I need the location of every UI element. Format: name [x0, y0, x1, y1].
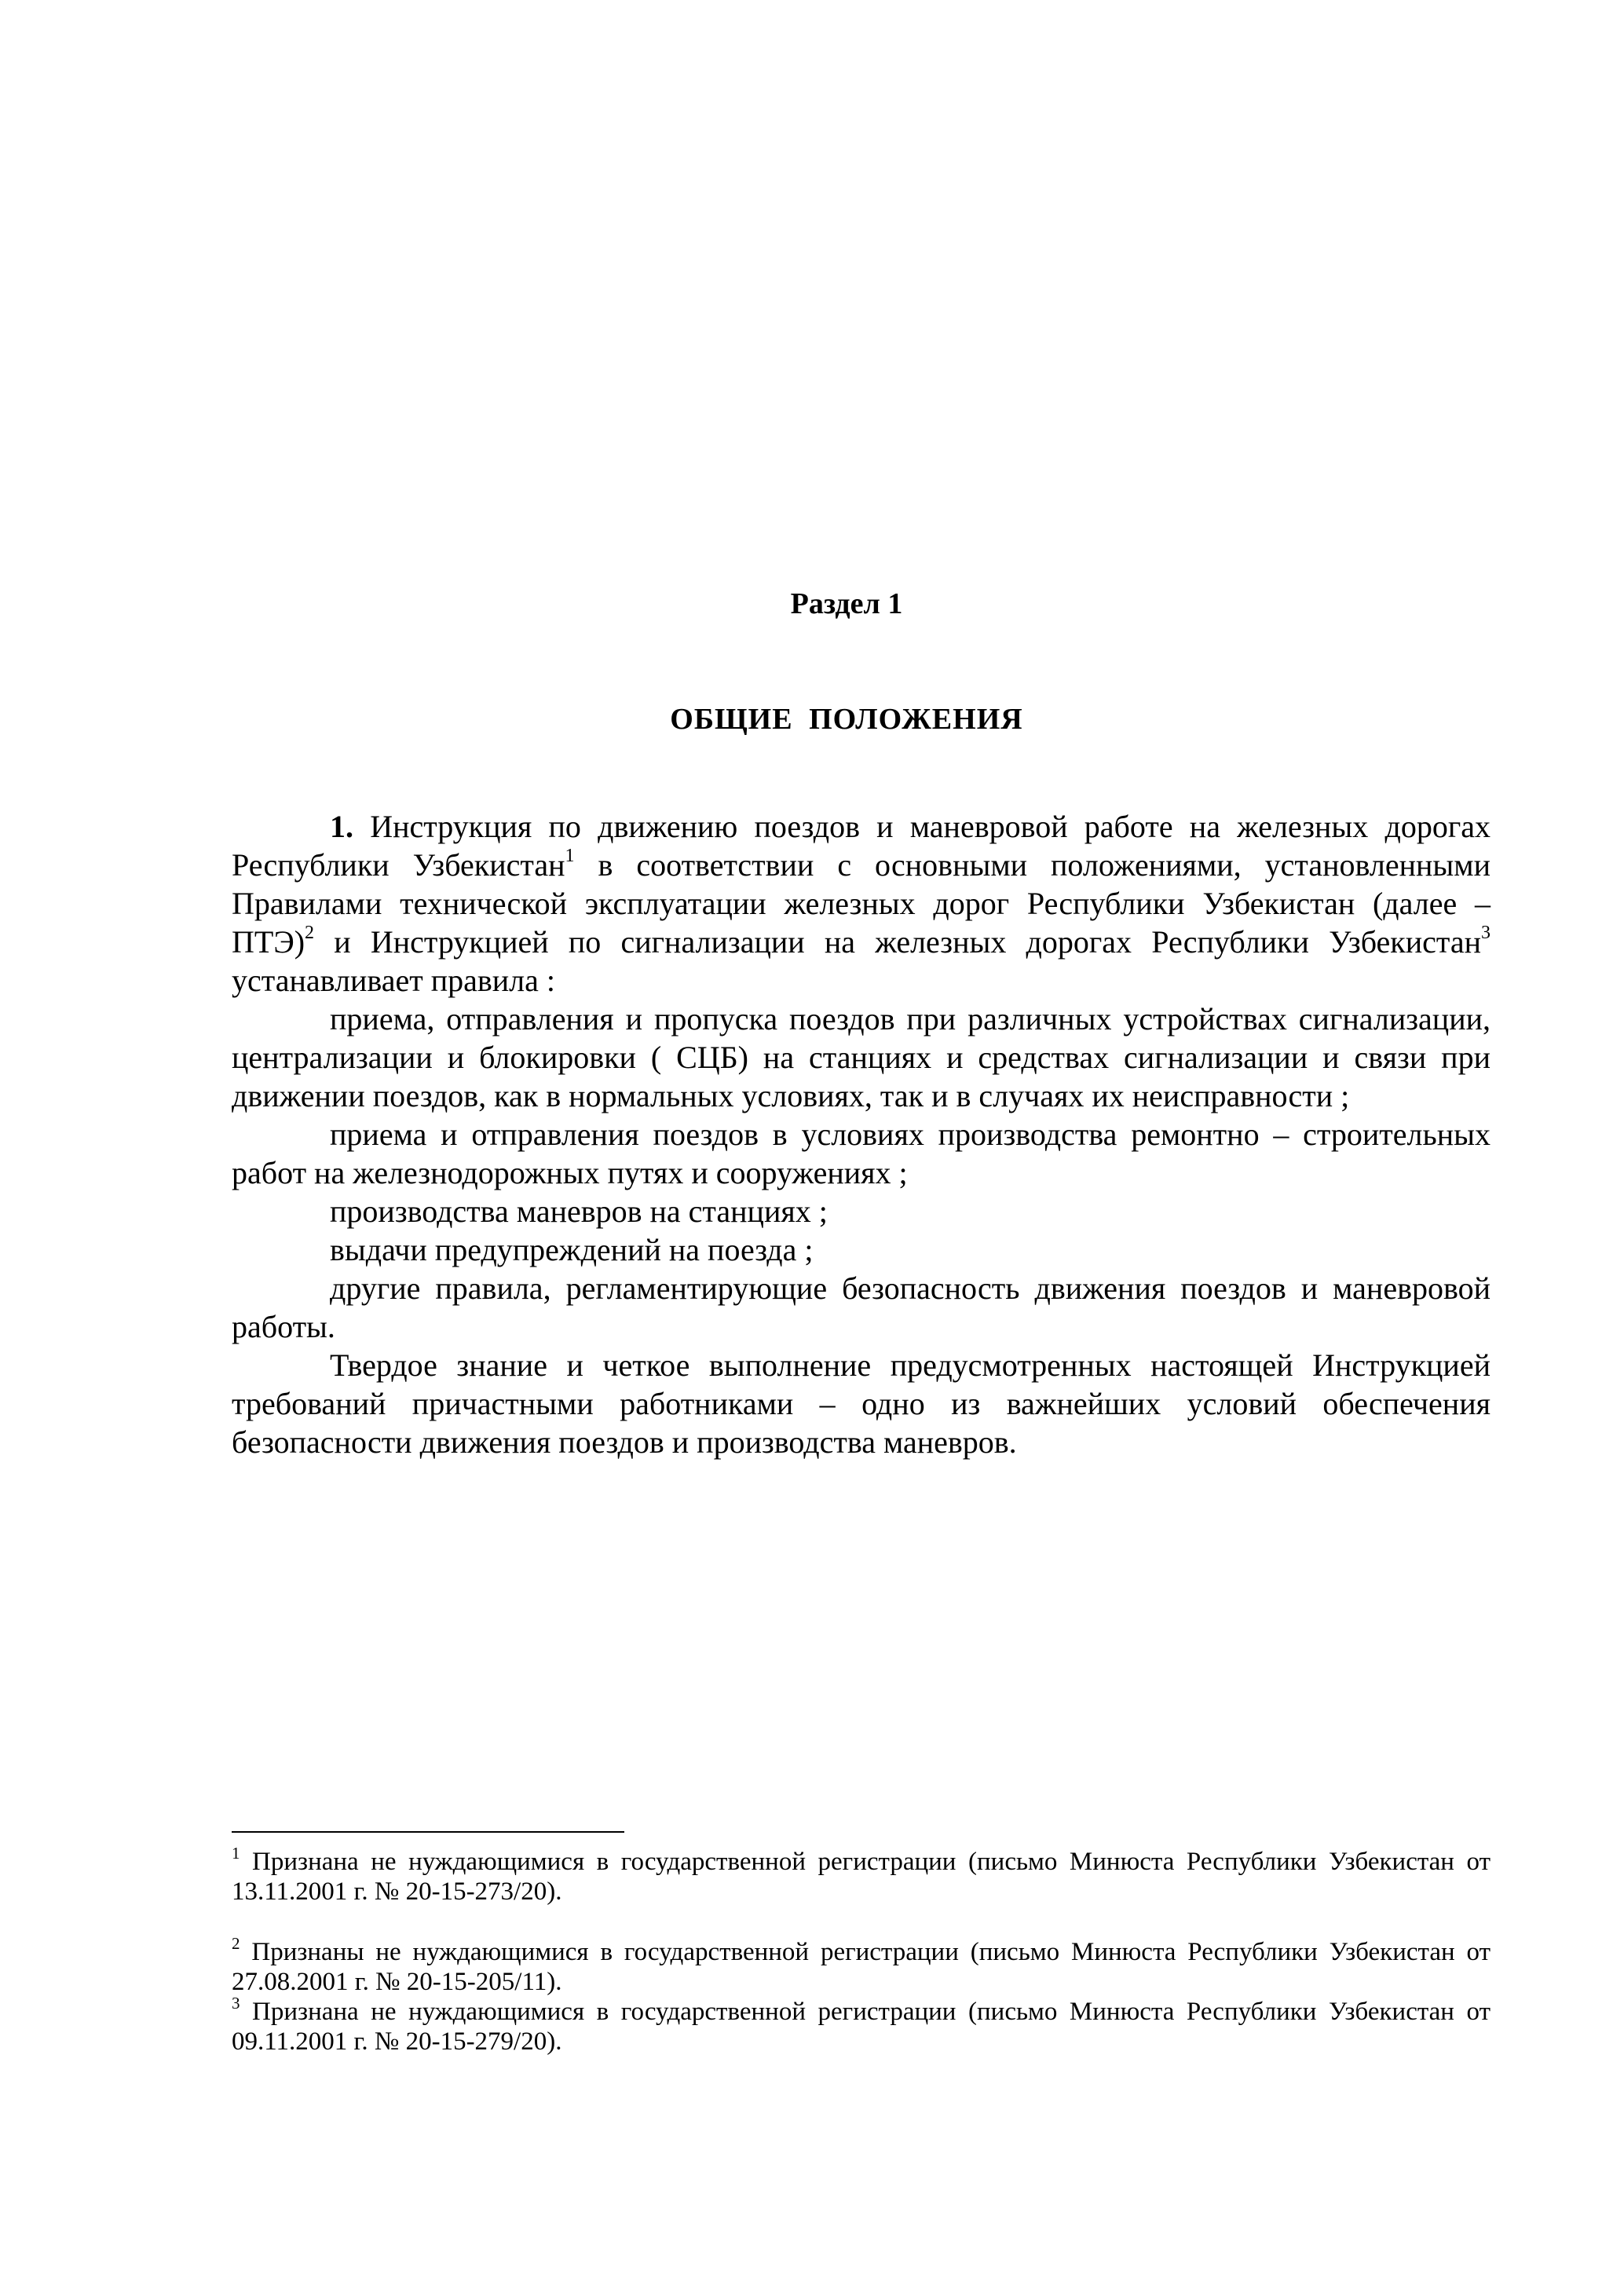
paragraph-1-text-c: и Инструкцией по сигнализации на железных дорогах Республики Узбекистан: [314, 924, 1481, 960]
list-item: производства маневров на станциях ;: [330, 1194, 828, 1229]
paragraph-1: [232, 807, 1490, 1000]
footnote-ref-1: 1: [565, 845, 575, 866]
footnote-mark: 1: [232, 1844, 240, 1863]
list-item: приема и отправления поездов в условиях производства ремонтно – строительных работ на железнодорожных путях и сооружениях ;: [232, 1117, 1490, 1190]
footnote-separator: [232, 1831, 624, 1833]
list-item: другие правила, регламентирующие безопасность движения поездов и маневровой работы.: [232, 1270, 1490, 1344]
section-title: ОБЩИЕ ПОЛОЖЕНИЯ: [670, 703, 1023, 736]
footnote-mark: 2: [232, 1934, 240, 1953]
section-label: Раздел 1: [790, 587, 903, 620]
footnote-mark: 3: [232, 1994, 240, 2013]
paragraph-1-text-d: устанавливает правила :: [232, 963, 555, 998]
paragraph-number: 1.: [330, 809, 353, 844]
footnote-text: Признана не нуждающимися в государственной регистрации (письмо Минюста Республики Узбекистан от 13.11.2001 г. № 20-15-273/20).: [232, 1848, 1490, 1906]
footnote-text: Признаны не нуждающимися в государственной регистрации (письмо Минюста Республики Узбекистан от 27.08.2001 г. № 20-15-205/11).: [232, 1938, 1490, 1996]
list-item: выдачи предупреждений на поезда ;: [330, 1232, 814, 1267]
closing-paragraph: Твердое знание и четкое выполнение предусмотренных настоящей Инструкцией требований причастными работниками – одно из важнейших условий обеспечения безопасности движения поездов и производства маневров.: [232, 1347, 1490, 1460]
footnote-text: Признана не нуждающимися в государственной регистрации (письмо Минюста Республики Узбекистан от 09.11.2001 г. № 20-15-279/20).: [232, 1998, 1490, 2056]
body-text: [232, 807, 1490, 1461]
footnote-ref-3: 3: [1481, 922, 1490, 943]
footnote-3: [232, 1994, 1490, 2057]
footnote-1: [232, 1844, 1490, 1907]
footnote-ref-2: 2: [305, 922, 315, 943]
footnotes: [232, 1844, 1490, 2057]
paragraph-1-text-b: в соответствии с основными положениями, установленными Правилами технической эксплуатации железных дорог Республики Узбекистан (далее – ПТЭ): [232, 847, 1490, 960]
paragraph-1-text-a: Инструкция по движению поездов и маневровой работе на железных дорогах Республики Узбекистан: [232, 809, 1490, 883]
list-item: приема, отправления и пропуска поездов при различных устройствах сигнализации, централизации и блокировки ( СЦБ) на станциях и средствах сигнализации и связи при движении поездов, как в нормальных условиях, так и в случаях их неисправности ;: [232, 1001, 1490, 1113]
footnote-2: [232, 1934, 1490, 1997]
